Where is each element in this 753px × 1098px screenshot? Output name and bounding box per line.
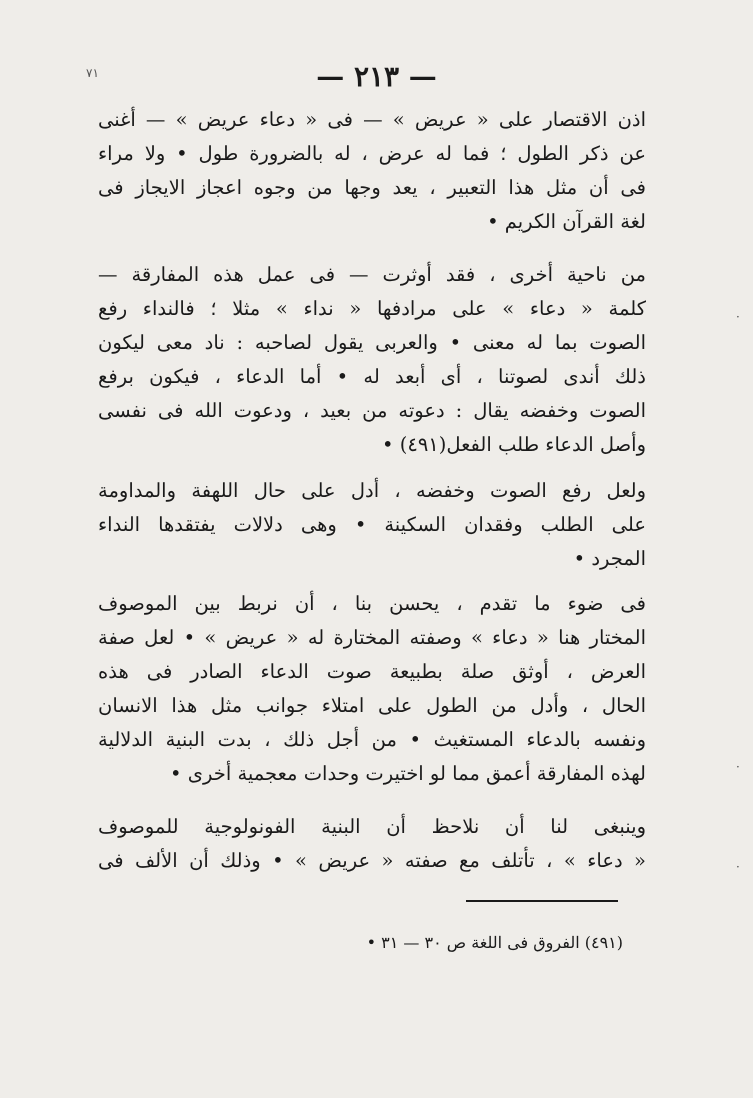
text-line: على الطلب وفقدان السكينة • وهى دلالات يفتقدها النداء: [98, 513, 646, 536]
footnote: (٤٩١) الفروق فى اللغة ص ٣٠ — ٣١ •: [366, 933, 623, 952]
paragraph-5: [98, 810, 646, 878]
text-line: المجرد •: [573, 547, 646, 570]
text-line: ذلك أندى لصوتنا ، أى أبعد له • أما الدعاء ، فيكون برفع: [98, 365, 646, 388]
paragraph-4: [98, 587, 646, 791]
text-line: فى ضوء ما تقدم ، يحسن بنا ، أن نربط بين الموصوف: [98, 592, 646, 615]
footnote-divider: [466, 900, 618, 902]
text-line: الحال ، وأدل من الطول على امتلاء جوانب مثل هذا الانسان: [98, 694, 646, 717]
text-line: كلمة « دعاء » على مرادفها « نداء » مثلا ؛ فالنداء رفع: [98, 297, 646, 320]
text-line: الصوت وخفضه يقال : دعوته من بعيد ، ودعوت الله فى نفسى: [98, 399, 646, 422]
margin-mark: ·: [736, 310, 740, 324]
page-number: — ٢١٣ —: [316, 60, 437, 93]
text-line: لغة القرآن الكريم •: [487, 210, 646, 233]
text-line: فى أن مثل هذا التعبير ، يعد وجها من وجوه اعجاز الايجاز فى: [98, 176, 646, 199]
text-line: ونفسه بالدعاء المستغيث • من أجل ذلك ، بدت البنية الدلالية: [98, 728, 646, 751]
margin-mark: ·: [736, 760, 740, 774]
text-line: العرض ، أوثق صلة بطبيعة صوت الدعاء الصادر فى هذه: [98, 660, 646, 683]
text-line: ولعل رفع الصوت وخفضه ، أدل على حال اللهفة والمداومة: [98, 479, 646, 502]
margin-mark: ·: [736, 860, 740, 874]
text-line: عن ذكر الطول ؛ فما له عرض ، له بالضرورة طول • ولا مراء: [98, 142, 646, 165]
text-line: وأصل الدعاء طلب الفعل(٤٩١) •: [382, 433, 646, 456]
paragraph-2: [98, 258, 646, 462]
text-line: وينبغى لنا أن نلاحظ أن البنية الفونولوجية للموصوف: [98, 815, 646, 838]
paragraph-3: [98, 474, 646, 576]
text-line: لهذه المفارقة أعمق مما لو اختيرت وحدات معجمية أخرى •: [170, 762, 646, 785]
text-line: المختار هنا « دعاء » وصفته المختارة له « عريض » • لعل صفة: [98, 626, 646, 649]
margin-mark: ٧١: [86, 66, 99, 80]
paragraph-1: [98, 103, 646, 239]
text-line: اذن الاقتصار على « عريض » — فى « دعاء عريض » — أغنى: [98, 108, 646, 131]
text-line: الصوت بما له معنى • والعربى يقول لصاحبه : ناد معى ليكون: [98, 331, 646, 354]
text-line: « دعاء » ، تأتلف مع صفته « عريض » • وذلك أن الألف فى: [98, 849, 646, 872]
text-line: من ناحية أخرى ، فقد أوثرت — فى عمل هذه المفارقة —: [98, 263, 646, 286]
